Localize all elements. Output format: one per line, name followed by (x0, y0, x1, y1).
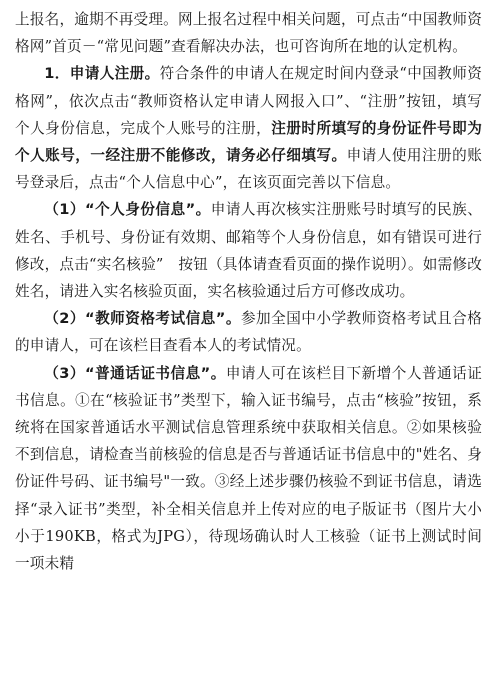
step-1-heading: 1．申请人注册。 (44, 65, 160, 83)
paragraph-mandarin-certificate-info (15, 360, 482, 578)
paragraph-step-1-registration (15, 60, 482, 196)
paragraph-personal-identity-info (15, 196, 482, 305)
sub-2-heading: （2）“教师资格考试信息”。 (44, 310, 241, 328)
text-run: 参加全国中小学教师资格考试且合格的申请人，可在该栏目查看本人的考试情况。 (15, 310, 483, 355)
text-run: 上报名，逾期不再受理。网上报名过程中相关问题，可点击“中国教师资格网”首页－“常见问题”查看解决办法，也可咨询所在地的认定机构。 (15, 11, 482, 56)
text-run: 符合条件的申请人在规定时间内登录“中国教师资格网”，依次点击“教师资格认定申请人网报入口”、“注册”按钮，填写个人身份信息，完成个人账号的注册， (15, 65, 482, 137)
text-run: 申请人使用注册的账号登录后，点击“个人信息中心”，在该页面完善以下信息。 (15, 147, 482, 192)
sub-3-heading: （3）“普通话证书信息”。 (44, 364, 226, 382)
text-run: 申请人再次核实注册账号时填写的民族、姓名、手机号、身份证有效期、邮箱等个人身份信息，如有错误可进行修改，点击“实名核验” 按钮（具体请查看页面的操作说明）。如需修改姓名，请进入实名核验页面，实名核验通过后方可修改成功。 (15, 201, 482, 301)
paragraph-teacher-exam-info (15, 305, 482, 359)
text-run: 申请人可在该栏目下新增个人普通话证书信息。①在“核验证书”类型下，输入证书编号，点击“核验”按钮，系统将在国家普通话水平测试信息管理系统中获取相关信息。②如果核验不到信息，请检查当前核验的信息是否与普通话证书信息中的"姓名、身份证件号码、证书编号"一致。③经上述步骤仍核验不到证书信息，请选择“录入证书”类型，补全相关信息并上传对应的电子版证书（图片大小小于190KB，格式为JPG），待现场确认时人工核验（证书上测试时间一项未精 (15, 364, 482, 573)
sub-1-heading: （1）“个人身份信息”。 (44, 201, 211, 219)
bold-notice: 注册时所填写的身份证件号即为个人账号，一经注册不能修改，请务必仔细填写。 (15, 119, 482, 165)
paragraph-intro (15, 6, 482, 60)
